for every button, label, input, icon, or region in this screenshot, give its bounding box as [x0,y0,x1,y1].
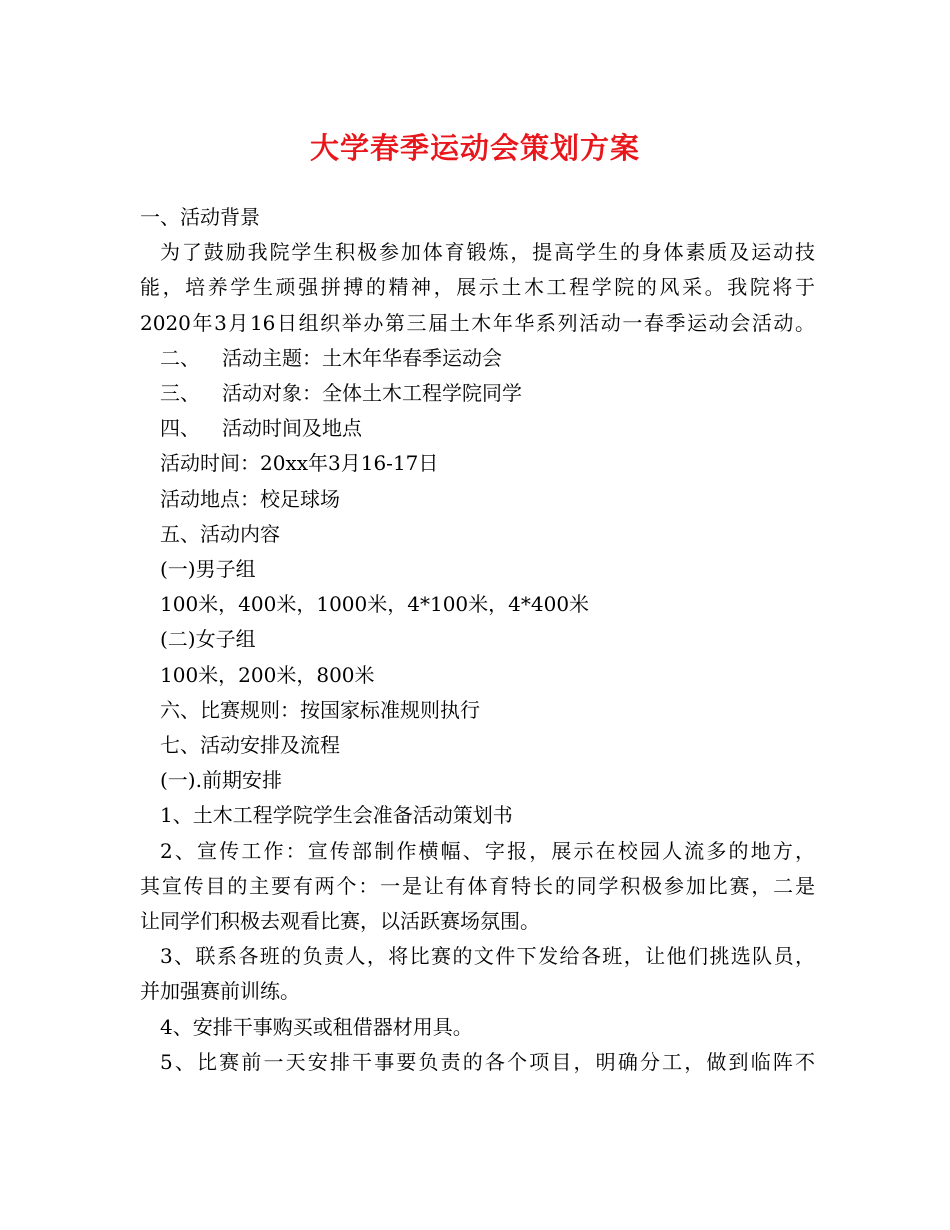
subheading-women-group: (二)女子组 [160,627,256,652]
men-events: 100米，400米，1000米，4*100米，4*400米 [160,592,590,617]
paragraph-line: 其宣传目的主要有两个：一是让有体育特长的同学积极参加比赛，二是 [140,873,815,898]
section-activity-theme [140,341,815,376]
paragraph-line: 并加强赛前训练。 [140,979,300,1004]
list-item: 1、土木工程学院学生会准备活动策划书 [160,803,513,828]
paragraph-line: 能，培养学生顽强拼搏的精神，展示土木工程学院的风采。我院将于 [140,275,815,300]
document-title: 大学春季运动会策划方案 [309,131,640,165]
document-body [140,200,815,1080]
paragraph-line: 为了鼓励我院学生积极参加体育锻炼，提高学生的身体素质及运动技 [160,240,815,265]
section-activity-target [140,376,815,411]
section-time-place [140,411,815,446]
women-events: 100米，200米，800米 [160,662,375,687]
list-item: 4、安排干事购买或租借器材用具。 [160,1014,473,1039]
paragraph-line: 2020年3月16日组织举办第三届土木年华系列活动一春季运动会活动。 [140,310,815,335]
list-item: 2、宣传工作：宣传部制作横幅、字报，展示在校园人流多的地方， [160,838,815,863]
heading-activity-background: 一、活动背景 [140,205,260,229]
heading-competition-rules: 六、比赛规则：按国家标准规则执行 [160,697,480,722]
activity-place: 活动地点：校足球场 [160,486,340,511]
section-text: 活动对象：全体土木工程学院同学 [222,381,522,406]
section-number: 二、 [160,345,200,370]
section-text: 活动时间及地点 [222,416,362,441]
list-item: 3、联系各班的负责人，将比赛的文件下发给各班，让他们挑选队员， [160,944,815,969]
paragraph-line: 让同学们积极去观看比赛，以活跃赛场氛围。 [140,909,540,934]
list-item: 5、比赛前一天安排干事要负责的各个项目，明确分工，做到临阵不 [160,1049,815,1074]
heading-arrangement: 七、活动安排及流程 [160,733,340,758]
subheading-men-group: (一)男子组 [160,557,256,582]
section-text: 活动主题：土木年华春季运动会 [222,345,502,370]
activity-time: 活动时间：20xx年3月16-17日 [160,451,439,476]
heading-activity-content: 五、活动内容 [160,521,280,546]
section-number: 三、 [160,381,200,406]
subheading-preparation: (一).前期安排 [160,768,282,793]
section-number: 四、 [160,416,200,441]
